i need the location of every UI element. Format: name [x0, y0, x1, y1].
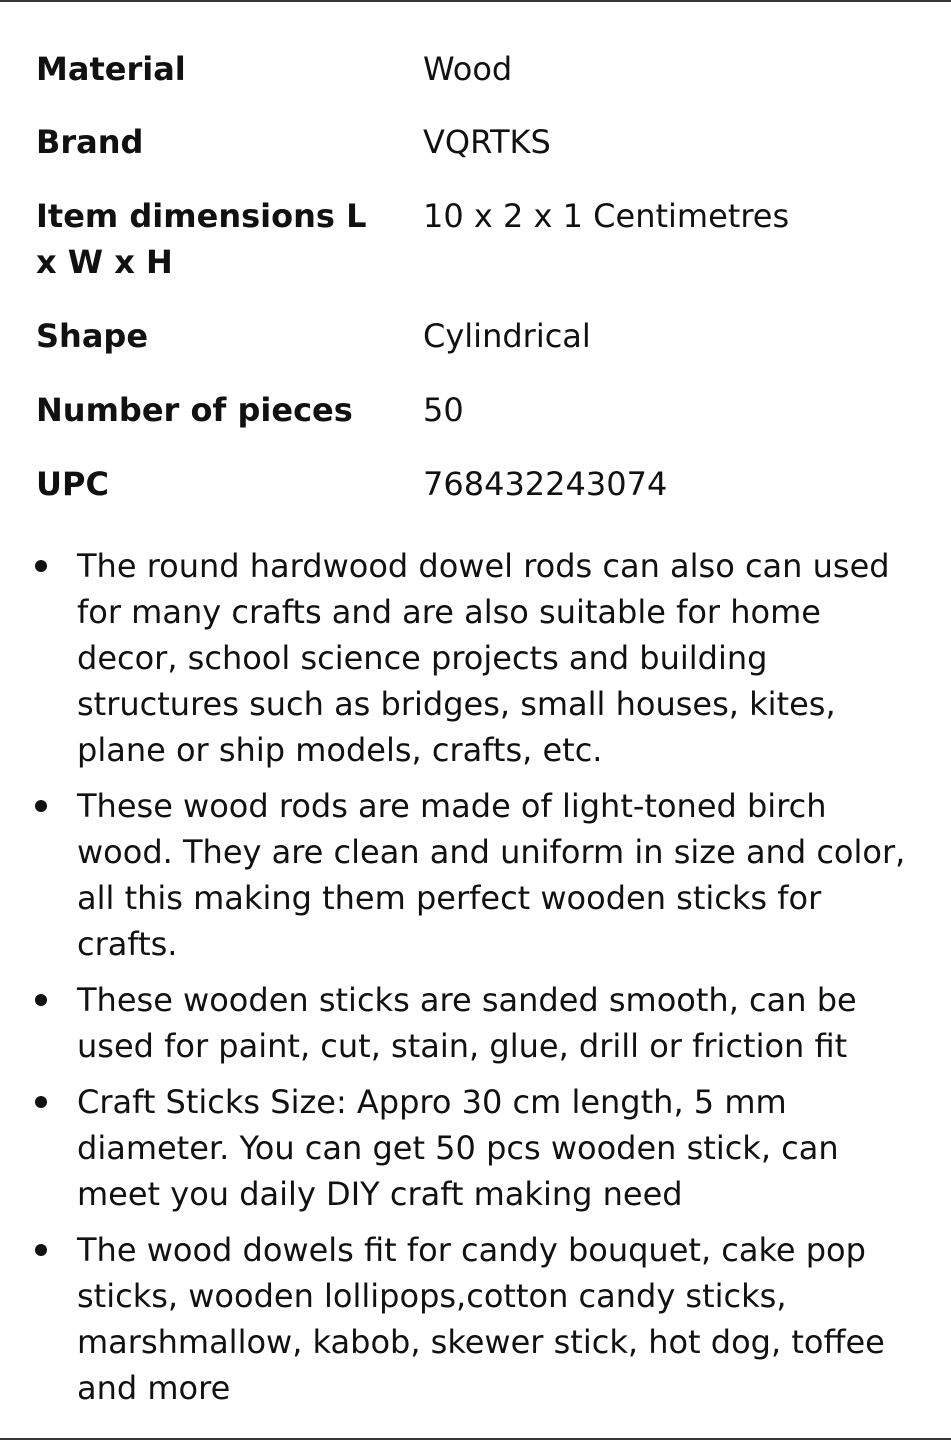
- spec-value: Wood: [423, 50, 513, 88]
- bullet-text: The wood dowels fit for candy bouquet, cake pop sticks, wooden lollipops,cotton candy sticks, marshmallow, kabob, skewer stick, hot dog, toffee and more: [77, 1231, 885, 1407]
- spec-row-brand: [36, 119, 926, 165]
- spec-key: Material: [36, 50, 186, 88]
- bullet-icon: [35, 560, 47, 572]
- spec-value: 10 x 2 x 1 Centimetres: [423, 197, 790, 235]
- spec-key: Item dimensions L x W x H: [36, 197, 367, 281]
- bullet-icon: [35, 1244, 47, 1256]
- top-divider: [0, 0, 951, 2]
- spec-value: 768432243074: [423, 465, 668, 503]
- spec-row-shape: [36, 313, 926, 359]
- bullet-text: Craft Sticks Size: Appro 30 cm length, 5 mm diameter. You can get 50 pcs wooden stick, can meet you daily DIY craft making need: [77, 1083, 839, 1213]
- feature-bullet-list: [0, 543, 951, 1421]
- spec-row-upc: [36, 461, 926, 507]
- spec-key: Shape: [36, 317, 149, 355]
- list-item: [0, 783, 951, 967]
- spec-value: VQRTKS: [423, 123, 551, 161]
- spec-value: Cylindrical: [423, 317, 591, 355]
- spec-key: Number of pieces: [36, 391, 353, 429]
- bullet-text: These wooden sticks are sanded smooth, can be used for paint, cut, stain, glue, drill or friction fit: [77, 981, 857, 1065]
- bullet-icon: [35, 800, 47, 812]
- spec-key: UPC: [36, 465, 109, 503]
- bullet-text: The round hardwood dowel rods can also can used for many crafts and are also suitable for home decor, school science projects and building structures such as bridges, small houses, kites, plane or ship models, crafts, etc.: [77, 547, 890, 769]
- list-item: [0, 543, 951, 773]
- spec-key: Brand: [36, 123, 144, 161]
- list-item: [0, 977, 951, 1069]
- spec-row-material: [36, 46, 926, 92]
- list-item: [0, 1079, 951, 1217]
- spec-value: 50: [423, 391, 464, 429]
- spec-row-dimensions: [36, 193, 926, 285]
- list-item: [0, 1227, 951, 1411]
- spec-row-pieces: [36, 387, 926, 433]
- bullet-text: These wood rods are made of light-toned birch wood. They are clean and uniform in size and color, all this making them perfect wooden sticks for crafts.: [77, 787, 906, 963]
- bullet-icon: [35, 1096, 47, 1108]
- bullet-icon: [35, 994, 47, 1006]
